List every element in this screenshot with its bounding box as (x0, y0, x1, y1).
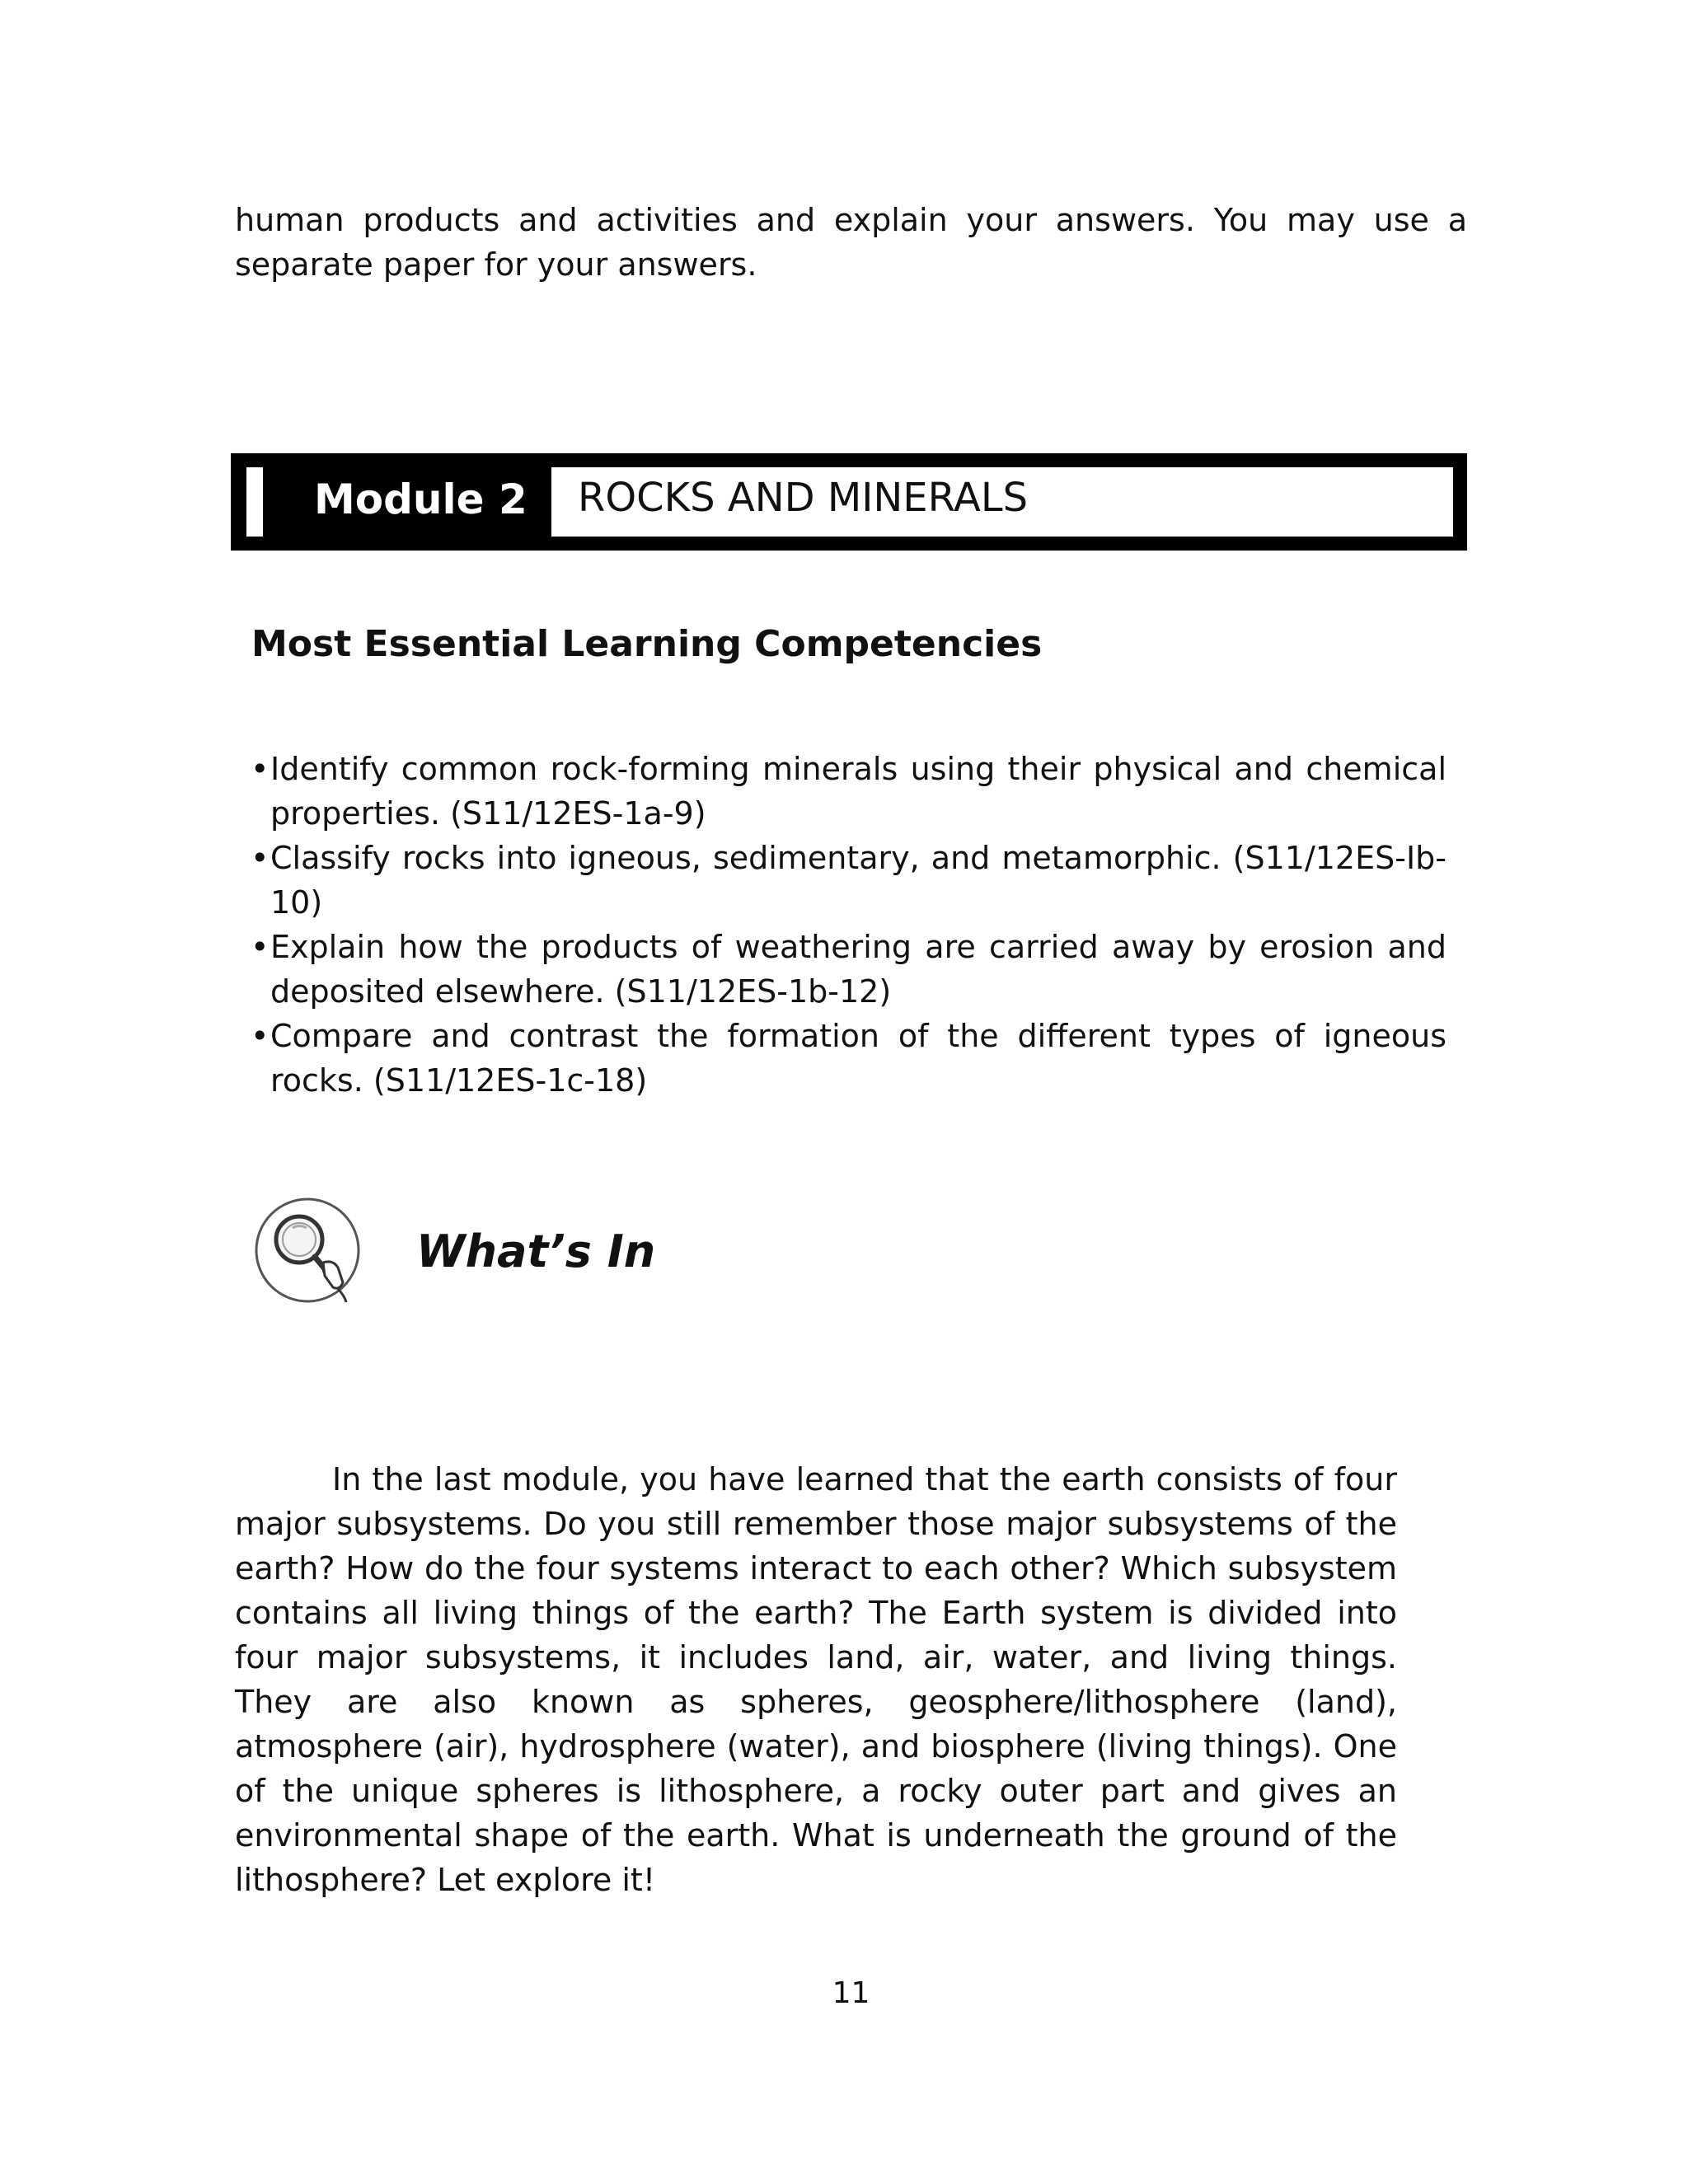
competency-text: Identify common rock-forming minerals using their physical and chemical properties. (S11/12ES-1a-9) (270, 751, 1447, 832)
whats-in-heading: What’s In (416, 1226, 656, 1277)
whats-in-paragraph: In the last module, you have learned that the earth consists of four major subsystems. Do you still remember those major subsystems of the earth? How do the four systems interact to each other? Which subsystem contains all living things of the earth? The Earth system is divided into four major subsystems, it includes land, air, water, and living things. They are also known as spheres, geosphere/lithosphere (land), atmosphere (air), hydrosphere (water), and biosphere (living things). One of the unique spheres is lithosphere, a rocky outer part and gives an environmental shape of the earth. What is underneath the ground of the lithosphere? Let explore it! (235, 1461, 1397, 1898)
list-item (247, 836, 1447, 925)
intro-paragraph: human products and activities and explain your answers. You may use a separate paper for your answers. (235, 202, 1467, 283)
bullet-icon: • (251, 1018, 270, 1054)
bullet-icon: • (251, 840, 270, 876)
list-item (247, 747, 1447, 836)
melc-heading: Most Essential Learning Competencies (251, 623, 1043, 665)
bullet-icon: • (251, 929, 270, 965)
list-item (247, 925, 1447, 1014)
module-number: Module 2 (314, 476, 528, 523)
competency-text: Compare and contrast the formation of the different types of igneous rocks. (S11/12ES-1c-18) (270, 1018, 1447, 1099)
competency-list (247, 747, 1447, 1103)
module-title: ROCKS AND MINERALS (578, 475, 1029, 521)
competency-text: Classify rocks into igneous, sedimentary, and metamorphic. (S11/12ES-Ib-10) (270, 840, 1447, 921)
bullet-icon: • (251, 751, 270, 787)
list-item (247, 1014, 1447, 1103)
magnifying-glass-icon (254, 1197, 361, 1304)
page-number: 11 (832, 1976, 870, 2010)
competency-text: Explain how the products of weathering are carried away by erosion and deposited elsewhere. (S11/12ES-1b-12) (270, 929, 1447, 1010)
module-title-box (551, 467, 1453, 537)
module-banner (231, 453, 1467, 551)
banner-stripe (246, 467, 263, 537)
